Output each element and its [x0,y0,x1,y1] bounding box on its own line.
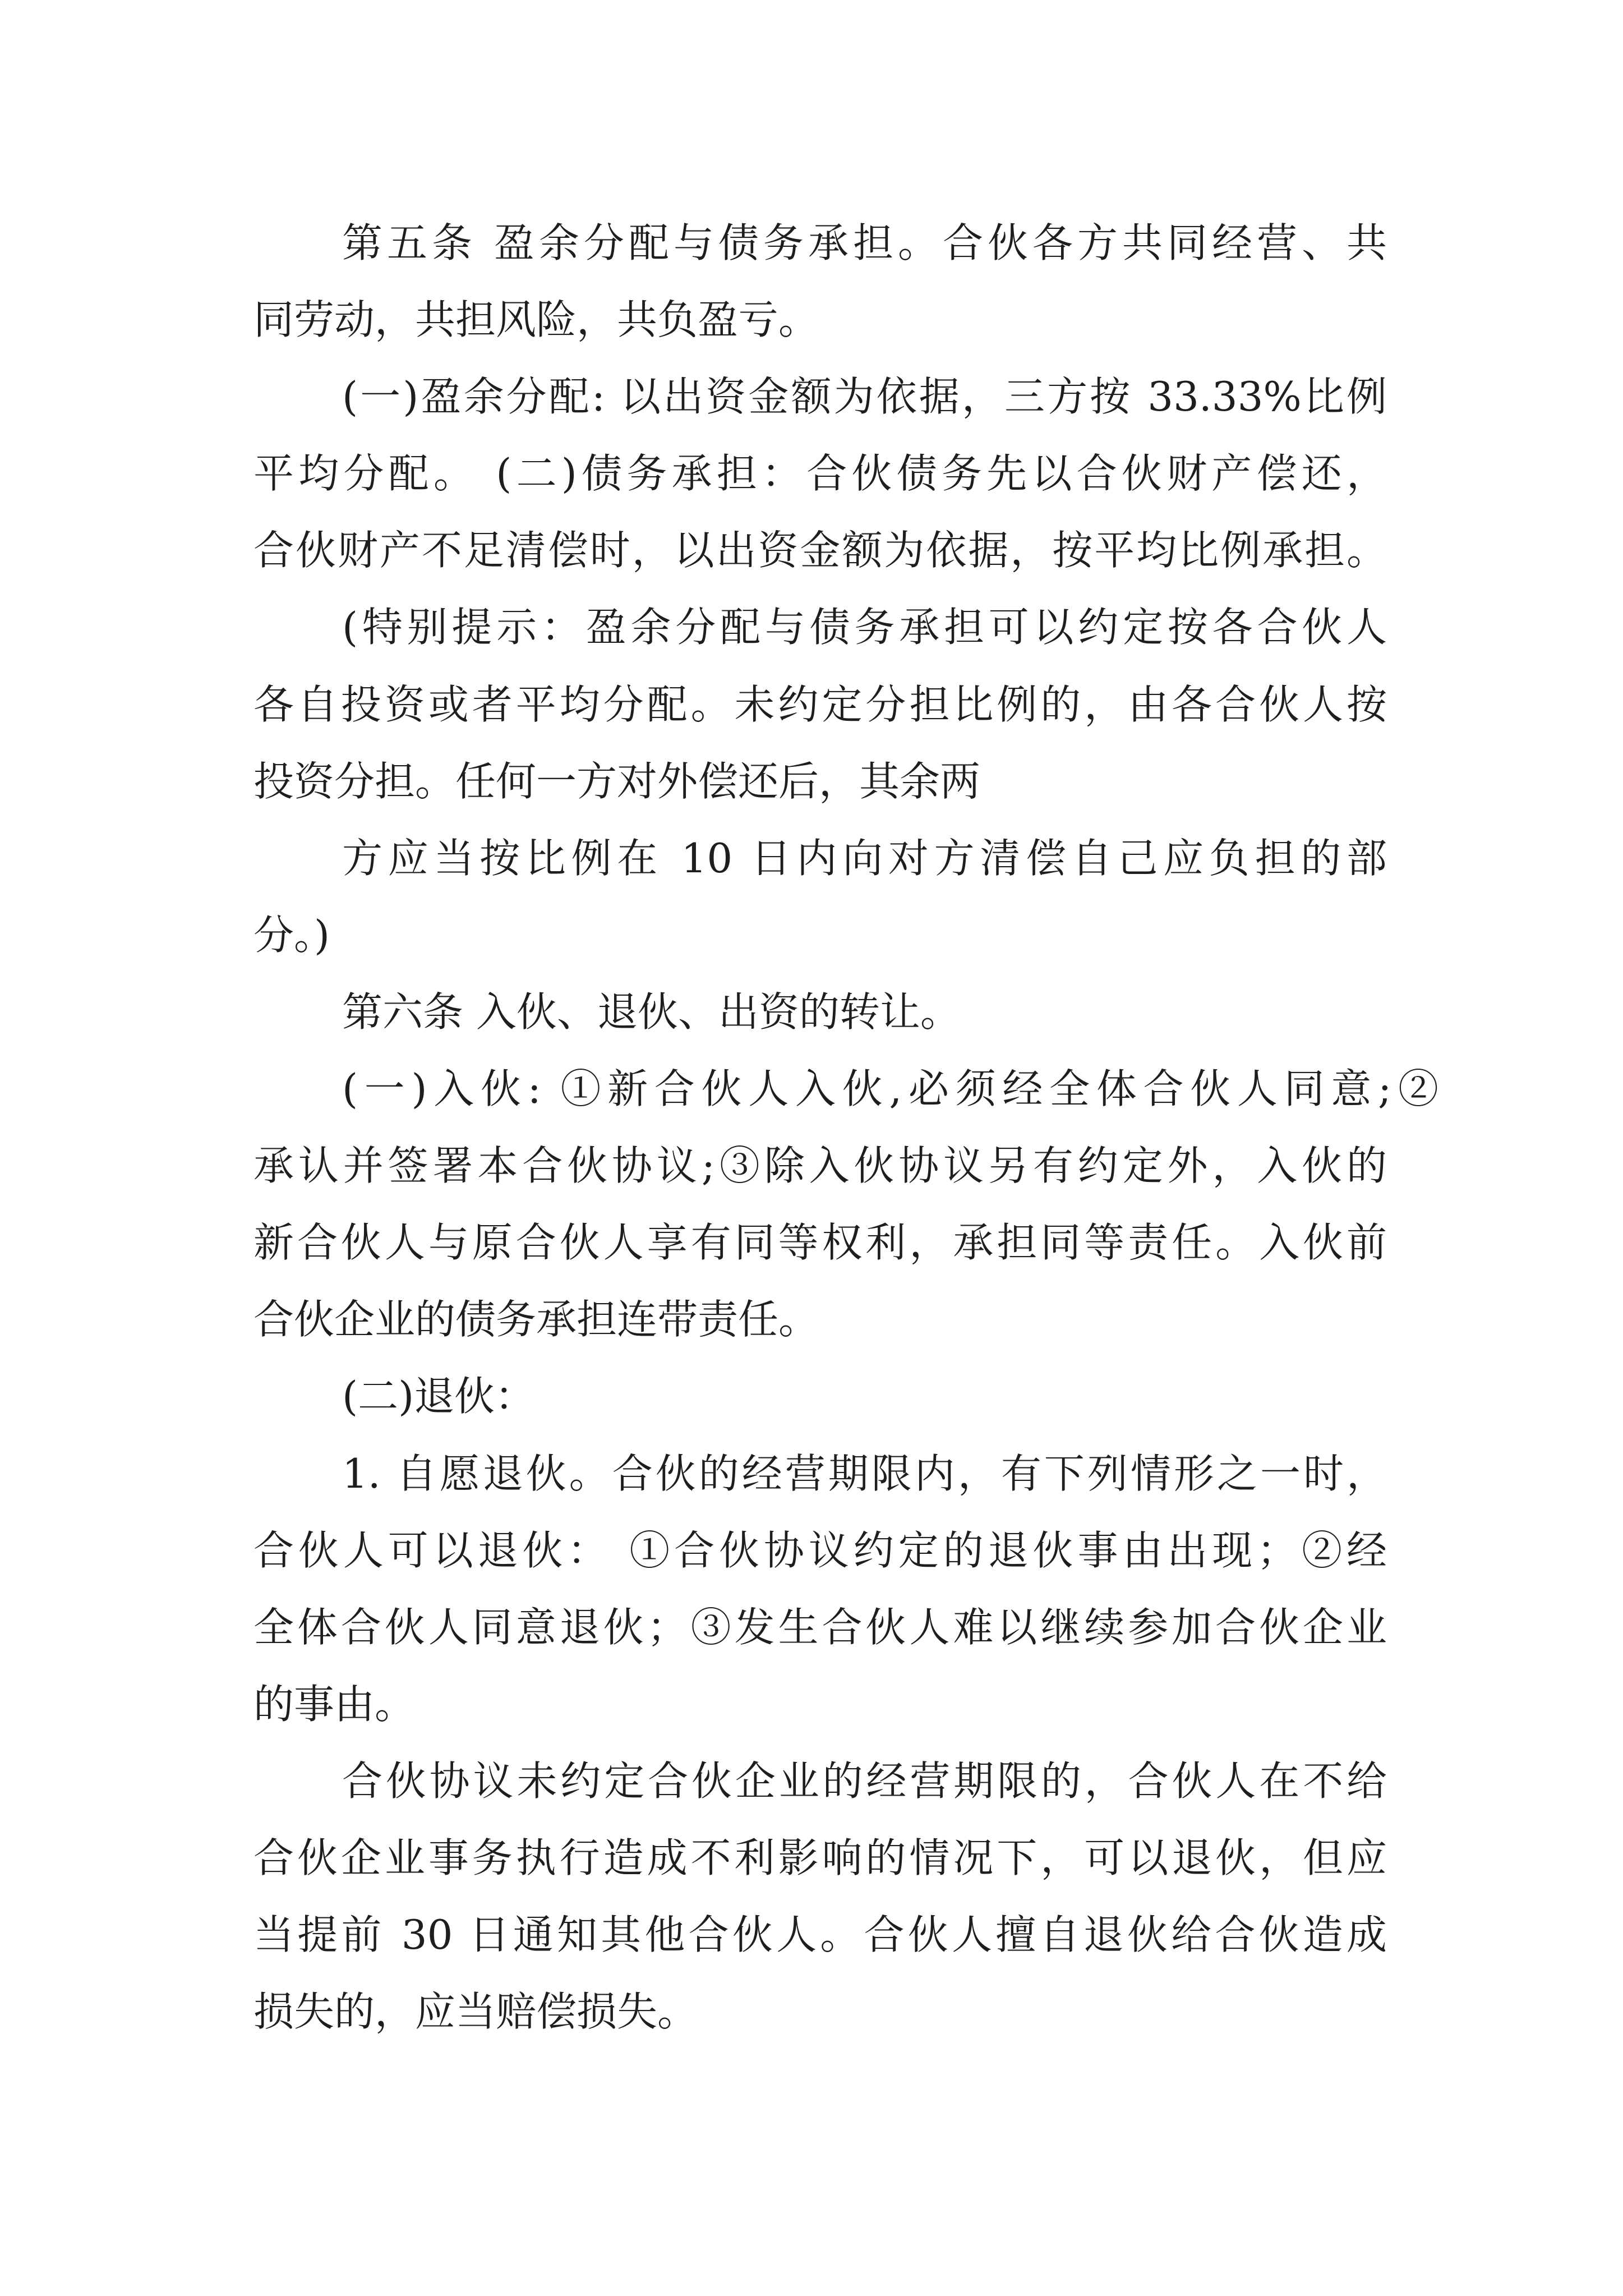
text-line: (一)盈余分配: 以出资金额为依据，三方按 33.33%比例 [342,373,1387,421]
text-line: 当提前 30 日通知其他合伙人。合伙人擅自退伙给合伙造成 [253,1911,1387,1959]
text-line: 分。) [253,911,330,959]
text-line: 第六条 入伙、退伙、出资的转让。 [342,988,961,1036]
text-line: (二)退伙： [342,1373,536,1420]
text-line: 同劳动，共担风险，共负盈亏。 [253,296,819,344]
text-line: 各自投资或者平均分配。未约定分担比例的，由各合伙人按 [253,680,1387,728]
text-line: 方应当按比例在 10 日内向对方清偿自己应负担的部 [342,834,1387,882]
document-body [253,205,1438,2050]
text-line: 第五条 盈余分配与债务承担。合伙各方共同经营、共 [342,219,1387,266]
text-line: 承认并签署本合伙协议;③除入伙协议另有约定外，入伙的 [253,1142,1387,1190]
text-line: (一)入伙: ①新合伙人入伙,必须经全体合伙人同意;② [342,1065,1438,1113]
text-line: 的事由。 [253,1680,416,1728]
text-line: 合伙财产不足清偿时，以出资金额为依据，按平均比例承担。 [253,527,1387,574]
text-line: 合伙企业的债务承担连带责任。 [253,1296,819,1343]
text-line: 1. 自愿退伙。合伙的经营期限内，有下列情形之一时， [342,1450,1387,1497]
text-line: 损失的，应当赔偿损失。 [253,1988,698,2036]
text-line: (特别提示：盈余分配与债务承担可以约定按各合伙人 [342,604,1387,651]
text-line: 合伙企业事务执行造成不利影响的情况下，可以退伙，但应 [253,1834,1387,1881]
text-line: 合伙人可以退伙： ①合伙协议约定的退伙事由出现；②经 [253,1526,1387,1574]
text-line: 新合伙人与原合伙人享有同等权利，承担同等责任。入伙前 [253,1219,1387,1267]
text-line: 合伙协议未约定合伙企业的经营期限的，合伙人在不给 [342,1757,1387,1805]
text-line: 投资分担。任何一方对外偿还后，其余两 [253,757,981,805]
text-line: 全体合伙人同意退伙；③发生合伙人难以继续参加合伙企业 [253,1603,1387,1651]
text-line: 平均分配。 (二)债务承担：合伙债务先以合伙财产偿还， [253,450,1387,498]
